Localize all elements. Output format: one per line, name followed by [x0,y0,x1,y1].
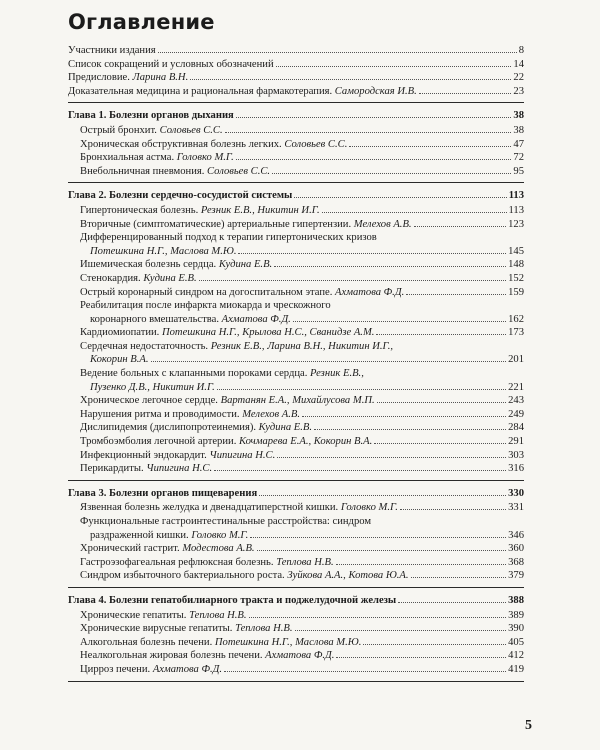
dot-leader [294,197,506,198]
dot-leader [302,416,506,417]
entry-text: Неалкогольная жировая болезнь печени. [80,650,263,662]
entry-page: 360 [508,543,524,555]
toc-entry [68,367,524,381]
dot-leader [314,429,506,430]
entry-page: 379 [508,570,524,582]
entry-text: Реабилитация после инфаркта миокарда и чрескожного [80,300,331,312]
toc-entry [68,165,524,179]
dot-leader [363,644,506,645]
entry-text: Хронические гепатиты. [80,609,187,621]
entry-text: Алкогольная болезнь печени. [80,636,213,648]
entry-text: Хроническое легочное сердце. [80,395,218,407]
entry-title [80,663,222,677]
entry-title [80,501,398,515]
entry-page: 390 [508,623,524,635]
dot-leader [277,457,506,458]
dot-leader [259,495,506,496]
page-title: Оглавление [68,10,215,34]
entry-page: 346 [508,529,524,541]
dot-leader [158,52,517,53]
toc-entry [68,340,524,354]
entry-title [80,622,293,636]
dot-leader [236,117,512,118]
entry-author: Ахматова Ф.Д. [265,650,335,662]
dot-leader [238,253,506,254]
entry-page: 95 [513,165,524,177]
entry-title [80,367,364,381]
entry-title [90,529,248,543]
toc-entry [68,663,524,677]
toc-entry [68,124,524,138]
dot-leader [349,146,511,147]
dot-leader [295,630,507,631]
entry-author: Соловьев С.С. [207,165,271,177]
toc-entry [68,138,524,152]
entry-title [80,165,270,179]
dot-leader [272,173,511,174]
entry-text: Бронхиальная астма. [80,152,175,164]
dot-leader [406,294,506,295]
entry-page: 249 [508,408,524,420]
toc-entry [68,286,524,300]
entry-text: Хроническая обструктивная болезнь легких. [80,138,282,150]
toc-entry [68,151,524,165]
toc-entry [68,556,524,570]
toc-entry [68,299,524,313]
entry-author: Кочмарева Е.А., Кокорин В.А. [239,436,373,448]
dot-leader [214,470,506,471]
chapter-title: Глава 4. Болезни гепатобилиарного тракта и поджелудочной железы [68,594,397,606]
entry-author: Соловьев С.С. [159,124,223,136]
entry-author: Ахматова Ф.Д. [221,313,291,325]
dot-leader [374,443,506,444]
toc-entry [68,245,524,259]
entry-title [80,515,371,529]
toc-entry [68,408,524,422]
entry-text: Дифференцированный подход к терапии гипертонических кризов [80,232,377,244]
entry-author: Головко М.Г. [191,529,249,541]
entry-title [68,71,188,85]
entry-title [80,556,334,570]
entry-page: 316 [508,463,524,475]
dot-leader [322,212,507,213]
entry-author: Резник Е.В., Никитин И.Г. [200,204,320,216]
entry-author: Резник Е.В., [310,368,364,380]
entry-text: Цирроз печени. [80,663,151,675]
dot-leader [376,334,506,335]
dot-leader [199,280,506,281]
entry-text: Список сокращений и условных обозначений [68,58,274,70]
entry-page: 419 [508,663,524,675]
toc-entry [68,449,524,463]
entry-text: Ведение больных с клапанными пороками сердца. [80,368,308,380]
entry-page: 152 [508,272,524,284]
entry-text: коронарного вмешательства. [90,313,219,325]
entry-text: Участники издания [68,45,156,56]
toc-entry [68,58,524,72]
entry-author: Соловьев С.С. [284,138,348,150]
entry-text: раздраженной кишки. [90,529,189,541]
entry-text: Инфекционный эндокардит. [80,449,207,461]
entry-author: Кудина Е.В. [258,422,313,434]
entry-text: Вторичные (симптоматические) артериальные гипертензии. [80,218,352,230]
entry-author: Мелехов А.В. [353,218,412,230]
entry-title [80,636,361,650]
dot-leader [257,550,507,551]
entry-author: Теплова Н.В. [235,623,293,635]
entry-title [80,394,375,408]
toc-entry [68,622,524,636]
entry-author: Ахматова Ф.Д. [152,663,223,675]
entry-author: Пузенко Д.В., Никитин И.Г. [90,381,215,393]
entry-author: Ахматова Ф.Д. [335,286,405,298]
entry-text: Функциональные гастроинтестинальные расстройства: синдром [80,516,372,527]
entry-text: Гипертоническая болезнь. [80,204,199,216]
entry-title [80,340,393,354]
entry-title [80,421,312,435]
entry-author: Вартанян Е.А., Михайлусова М.П. [220,395,375,407]
dot-leader [336,564,506,565]
chapter-heading [68,109,524,123]
entry-text: Хронические вирусные гепатиты. [80,623,233,635]
chapter-heading [68,487,524,501]
entry-text: Нарушения ритма и проводимости. [80,408,240,420]
entry-page: 201 [508,354,524,366]
entry-author: Модестова А.В. [182,543,255,555]
chapter-section [68,183,524,480]
chapter-title: Глава 1. Болезни органов дыхания [68,110,234,122]
entry-author: Мелехов А.В. [242,408,301,420]
entry-author: Чипигина Н.С. [146,463,213,475]
entry-page: 173 [508,327,524,339]
entry-text: Тромбоэмболия легочной артерии. [80,436,237,448]
entry-author: Головко М.Г. [340,502,398,514]
entry-title [68,85,417,99]
entry-title [80,408,300,422]
dot-leader [414,226,507,227]
chapter-section [68,481,524,588]
entry-text: Острый коронарный синдром на догоспитальном этапе. [80,286,333,298]
entry-text: Кардиомиопатии. [80,327,160,339]
dot-leader [225,132,512,133]
dot-leader [400,509,506,510]
dot-leader [293,321,506,322]
entry-page: 368 [508,556,524,568]
front-matter-section [68,44,524,103]
toc-entry [68,313,524,327]
entry-title [80,326,374,340]
entry-title [68,44,156,58]
dot-leader [217,389,506,390]
entry-author: Зуйкова А.А., Котова Ю.А. [287,570,409,582]
entry-page: 123 [508,218,524,230]
toc-entry [68,435,524,449]
toc-entry [68,649,524,663]
toc-entry [68,501,524,515]
toc-entry [68,394,524,408]
entry-text: Язвенная болезнь желудка и двенадцатиперстной кишки. [80,502,339,514]
toc-entry [68,542,524,556]
entry-title [80,258,272,272]
entry-title [80,286,404,300]
entry-author: Ларина В.Н. [132,72,189,84]
entry-title [80,204,320,218]
entry-title [80,231,377,245]
entry-author: Потешкина Н.Г., Маслова М.Ю. [90,245,237,257]
entry-page: 148 [508,259,524,271]
entry-author: Головко М.Г. [176,152,234,164]
entry-page: 47 [513,138,524,150]
table-of-contents [68,44,524,682]
entry-author: Чипигина Н.С. [209,449,276,461]
toc-entry [68,218,524,232]
entry-text: Предисловие. [68,72,130,84]
dot-leader [276,66,512,67]
toc-entry [68,462,524,476]
entry-page: 243 [508,395,524,407]
entry-text: Перикардиты. [80,463,144,475]
toc-entry [68,258,524,272]
entry-page: 113 [508,204,524,216]
entry-author: Самородская И.В. [334,85,417,97]
entry-page: 159 [508,286,524,298]
dot-leader [190,79,511,80]
dot-leader [419,93,512,94]
dot-leader [411,577,507,578]
entry-title [80,609,247,623]
dot-leader [224,671,506,672]
entry-page: 284 [508,422,524,434]
entry-title [80,449,275,463]
entry-title [90,245,236,259]
entry-title [80,649,334,663]
page-number: 5 [525,718,532,733]
entry-page: 14 [513,58,524,70]
entry-text: Внебольничная пневмония. [80,165,205,177]
entry-text: Стенокардия. [80,272,141,284]
entry-author: Теплова Н.В. [189,609,247,621]
entry-text: Острый бронхит. [80,124,157,136]
entry-title [80,542,255,556]
chapter-page: 38 [513,110,524,122]
entry-page: 72 [513,152,524,164]
entry-author: Потешкина Н.Г., Крылова Н.С., Сванидзе А.М. [161,327,375,339]
entry-page: 8 [518,45,524,56]
entry-page: 303 [508,449,524,461]
entry-author: Кудина Е.В. [143,272,197,284]
dot-leader [250,537,506,538]
dot-leader [274,266,506,267]
toc-entry [68,636,524,650]
entry-author: Кокорин В.А. [90,354,149,366]
entry-text: Синдром избыточного бактериального роста. [80,570,285,582]
entry-author: Резник Е.В., Ларина В.Н., Никитин И.Г., [210,340,394,352]
entry-page: 162 [508,313,524,325]
entry-title [80,462,212,476]
entry-text: Доказательная медицина и рациональная фармакотерапия. [68,85,333,97]
entry-page: 412 [508,650,524,662]
entry-author: Кудина Е.В. [218,259,273,271]
dot-leader [151,361,507,362]
entry-title [90,381,215,395]
toc-entry [68,381,524,395]
toc-entry [68,272,524,286]
entry-author: Теплова Н.В. [276,556,334,568]
entry-page: 331 [508,502,524,514]
dot-leader [398,602,506,603]
toc-entry [68,85,524,99]
entry-page: 291 [508,436,524,448]
entry-page: 405 [508,636,524,648]
entry-text: Ишемическая болезнь сердца. [80,259,217,271]
toc-entry [68,204,524,218]
chapter-heading [68,189,524,203]
toc-entry [68,569,524,583]
entry-title [80,299,331,313]
entry-text: Хронический гастрит. [80,543,180,555]
entry-author: Потешкина Н.Г., Маслова М.Ю. [214,636,362,648]
toc-entry [68,44,524,58]
toc-entry [68,515,524,529]
entry-text: Сердечная недостаточность. [80,340,209,352]
entry-title [80,138,347,152]
toc-entry [68,353,524,367]
entry-text: Гастроэзофагеальная рефлюксная болезнь. [80,556,274,568]
entry-page: 389 [508,609,524,621]
entry-page: 221 [508,381,524,393]
dot-leader [377,402,506,403]
toc-entry [68,71,524,85]
toc-entry [68,421,524,435]
toc-entry [68,609,524,623]
entry-page: 22 [513,72,524,84]
entry-text: Дислипидемия (дислипопротеинемия). [80,422,257,434]
chapter-page: 113 [508,190,524,202]
entry-page: 38 [513,124,524,136]
entry-title [80,272,197,286]
entry-title [80,151,234,165]
toc-entry [68,231,524,245]
toc-entry [68,529,524,543]
entry-title [80,124,223,138]
entry-title [68,58,274,72]
chapter-section [68,588,524,682]
entry-title [80,218,412,232]
entry-page: 145 [508,245,524,257]
chapter-section [68,103,524,183]
chapter-title: Глава 3. Болезни органов пищеварения [68,487,258,499]
toc-entry [68,326,524,340]
chapter-page: 388 [508,594,524,606]
dot-leader [249,617,507,618]
dot-leader [236,159,512,160]
entry-title [90,313,291,327]
chapter-heading [68,594,524,608]
entry-page: 23 [513,85,524,97]
chapter-page: 330 [508,487,524,499]
entry-title [80,435,372,449]
dot-leader [336,657,506,658]
entry-title [90,353,149,367]
entry-title [80,569,409,583]
chapter-title: Глава 2. Болезни сердечно-сосудистой системы [68,190,293,202]
